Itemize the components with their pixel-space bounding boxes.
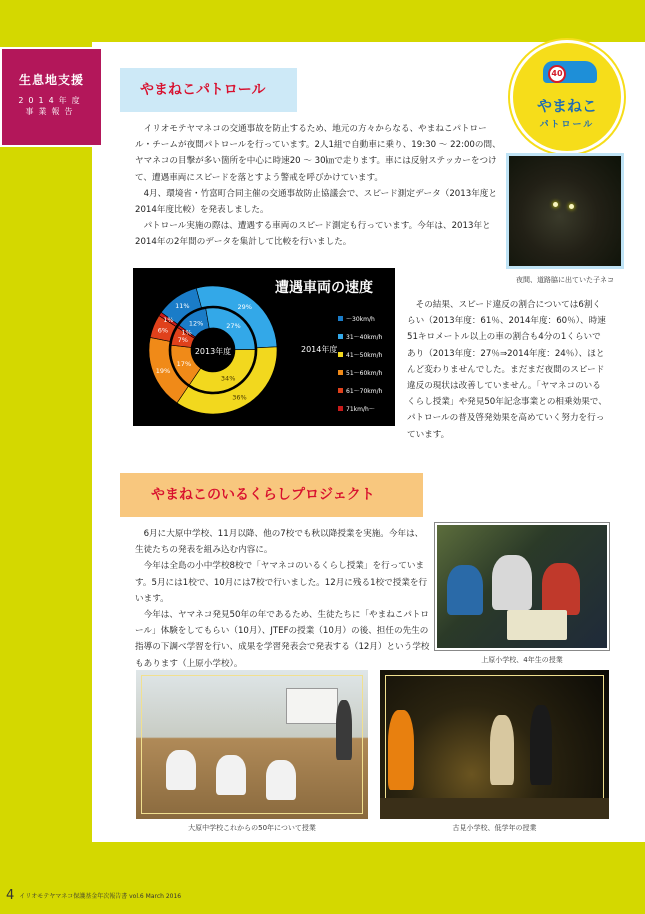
chart-legend: [338, 316, 383, 413]
section2-heading: やまねこのいるくらしプロジェクト: [120, 473, 423, 517]
cat-photo-caption: 夜間、道路脇に出ていた子ネコ: [516, 276, 614, 284]
paragraph: パトロール実施の際は、遭遇する車両のスピード測定も行っています。今年は、2013年と2014年の2年間のデータを集計して比較を行いました。: [135, 221, 491, 248]
segment-label: 17%: [176, 359, 192, 368]
vest-figure: [388, 710, 414, 790]
legend-swatch: [338, 388, 343, 393]
segment-label: 27%: [226, 321, 241, 330]
legend-label: 61〜70km/h: [346, 388, 383, 395]
worksheet: [507, 610, 567, 640]
legend-swatch: [338, 334, 343, 339]
segment-label: 6%: [157, 326, 169, 335]
photo-ohara-class: [136, 670, 368, 819]
photo3-caption: 古見小学校、低学年の授業: [452, 824, 537, 832]
segment-label: 36%: [232, 393, 247, 402]
photo-komi-class: [380, 670, 609, 819]
outer-year-label: 2014年度: [301, 345, 338, 354]
photo-uehara-class: [435, 523, 609, 650]
section2-body: [135, 526, 430, 672]
section1-body: [135, 121, 501, 251]
adult-figure: [530, 705, 552, 785]
student-figure: [166, 750, 196, 790]
cat-eye: [553, 202, 558, 207]
student-figure: [447, 565, 483, 615]
logo-line-1: やまねこ: [536, 97, 597, 115]
paragraph: 今年は全島の小中学校8校で「ヤマネコのいるくらし授業」を行っています。5月には1校で、10月には7校で行いました。12月に残る1校で授業を行います。: [135, 561, 428, 604]
inner-year-label: 2013年度: [194, 347, 232, 356]
cat-photo: [506, 153, 624, 269]
legend-label: 〜30km/h: [346, 316, 375, 323]
segment-label: 7%: [177, 335, 188, 344]
segment-label: 1%: [163, 316, 174, 325]
cat-eye: [569, 204, 574, 209]
paragraph: 6月に大原中学校、11月以降、他の7校でも秋以降授業を実施。今年は、生徒たちの発表を組み込む内容に。: [135, 529, 424, 556]
legend-label: 71km/h〜: [346, 406, 375, 413]
chart-title: 遭遇車両の速度: [275, 280, 373, 296]
legend-label: 31〜40km/h: [346, 334, 383, 341]
teacher-figure: [336, 700, 352, 760]
photo2-caption: 大原中学校これからの50年について授業: [188, 824, 316, 832]
publication-title: イリオモテヤマネコ保護基金年次報告書 vol.6 March 2016: [19, 893, 182, 900]
paragraph: 4月、環境省・竹富町合同主催の交通事故防止協議会で、スピード測定データ（2013年度と2014年度比較）を発表しました。: [135, 188, 497, 216]
segment-label: 1%: [181, 328, 192, 337]
legend-label: 51〜60km/h: [346, 370, 383, 377]
segment-label: 11%: [175, 302, 190, 311]
paragraph: イリオモテヤマネコの交通事故を防止するため、地元の方々からなる、やまねこパトロール・チームが夜間パトロールを行っています。2人1組で自動車に乗り、19:30 〜 22:00の間、ヤマネコの目撃が多い箇所を中心に時速20 〜 30㎞で走ります。車には反射ステッカーをつけて、遭遇車両にスピードを落とすよう警戒を呼びかけています。: [135, 124, 501, 183]
photo1-caption: 上原小学校、4年生の授業: [481, 656, 563, 664]
student-figure: [266, 760, 296, 800]
tag-title: 生息地支援: [18, 73, 84, 87]
page-footer: [6, 888, 181, 903]
speed-donut-chart: [133, 268, 395, 426]
speed-sign-icon: 40: [548, 65, 566, 83]
logo-line-2: パトロール: [539, 120, 595, 130]
legend-swatch: [338, 406, 343, 411]
page-number: 4: [6, 888, 15, 903]
tag-subtitle-1: 2014年度: [18, 96, 85, 105]
segment-label: 34%: [220, 374, 236, 383]
section1-result: [407, 297, 607, 443]
paragraph: 今年は、ヤマネコ発見50年の年であるため、生徒たちに「やまねこパトロール」体験をしてもらい（10月）、JTEFの授業（10月）の後、担任の先生の指導の下調べ学習を行い、成果を学習発表会で発表する（12月）という学校もあります（上原小学校）。: [135, 610, 430, 669]
section1-heading: やまねこパトロール: [120, 68, 297, 112]
paragraph: その結果、スピード違反の割合については6割くらい（2013年度：61％、2014年度：60％）、時速51キロメートル以上の車の割合も4分の1くらいであり（2013年度：27％⇒2014年度：24％）、ほとんど変わりませんでした。まだまだ夜間のスピード違反の現状は改善していません。「ヤマネコのいるくらし授業」や発見50年記念事業との相乗効果で、パトロールの普及啓発効果を高めていく努力を行っています。: [407, 300, 607, 440]
section-tag: [0, 47, 103, 147]
segment-label: 29%: [237, 302, 252, 311]
legend-swatch: [338, 352, 343, 357]
road: [380, 798, 609, 819]
legend-swatch: [338, 370, 343, 375]
legend-label: 41〜50km/h: [346, 352, 383, 359]
student-figure: [542, 563, 580, 615]
tag-subtitle-2: 事業報告: [25, 107, 78, 116]
segment-label: 19%: [155, 366, 171, 375]
student-figure: [216, 755, 246, 795]
student-figure: [492, 555, 532, 610]
legend-swatch: [338, 316, 343, 321]
child-figure: [490, 715, 514, 785]
segment-label: 12%: [188, 319, 204, 328]
speed-chart: [133, 268, 395, 426]
projector-screen: [286, 688, 338, 724]
patrol-logo: [510, 40, 624, 154]
